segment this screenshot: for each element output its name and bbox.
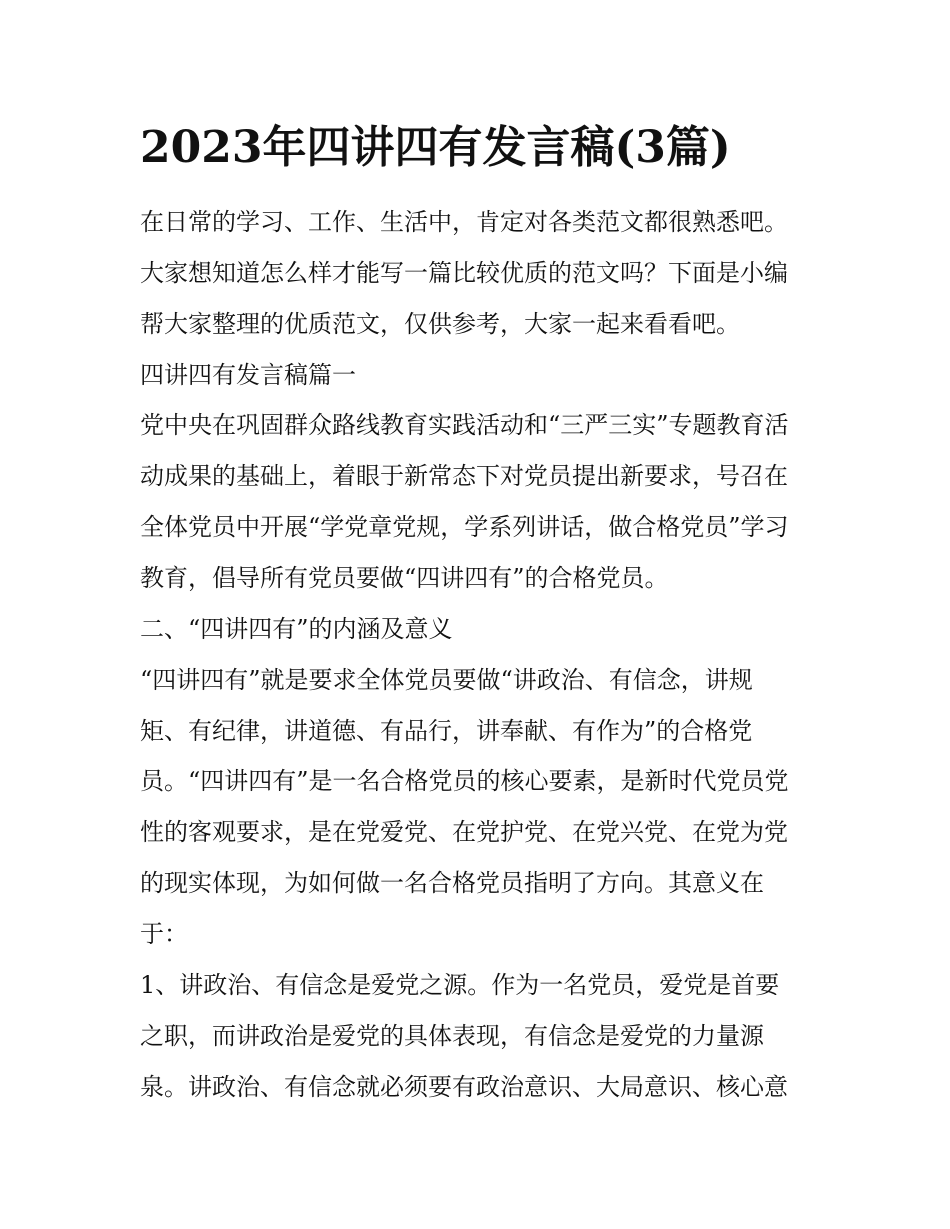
paragraph-line: “四讲四有”就是要求全体党员要做“讲政治、有信念，讲规 bbox=[140, 666, 753, 694]
paragraph-line: 教育，倡导所有党员要做“四讲四有”的合格党员。 bbox=[140, 564, 669, 592]
paragraph-line: 员。“四讲四有”是一名合格党员的核心要素，是新时代党员党 bbox=[140, 767, 789, 795]
paragraph-line: 的现实体现，为如何做一名合格党员指明了方向。其意义在 bbox=[140, 869, 764, 897]
section-heading: 四讲四有发言稿篇一 bbox=[140, 361, 356, 389]
paragraph-line: 大家想知道怎么样才能写一篇比较优质的范文吗？下面是小编 bbox=[140, 259, 788, 287]
paragraph-line: 1、讲政治、有信念是爱党之源。作为一名党员，爱党是首要 bbox=[140, 971, 780, 999]
paragraph-line: 性的客观要求，是在党爱党、在党护党、在党兴党、在党为党 bbox=[140, 818, 788, 846]
document-title: 2023年四讲四有发言稿(3篇) bbox=[140, 122, 731, 173]
paragraph-line: 党中央在巩固群众路线教育实践活动和“三严三实”专题教育活 bbox=[140, 411, 789, 439]
paragraph-line: 全体党员中开展“学党章党规，学系列讲话，做合格党员”学习 bbox=[140, 513, 789, 541]
paragraph-line: 之职，而讲政治是爱党的具体表现，有信念是爱党的力量源 bbox=[140, 1022, 764, 1050]
paragraph-line: 动成果的基础上，着眼于新常态下对党员提出新要求，号召在 bbox=[140, 462, 788, 490]
section-heading: 二、“四讲四有”的内涵及意义 bbox=[140, 615, 453, 643]
paragraph-line: 于： bbox=[140, 920, 188, 948]
paragraph-line: 泉。讲政治、有信念就必须要有政治意识、大局意识、核心意 bbox=[140, 1073, 788, 1101]
paragraph-line: 帮大家整理的优质范文，仅供参考，大家一起来看看吧。 bbox=[140, 310, 740, 338]
paragraph-line: 矩、有纪律，讲道德、有品行，讲奉献、有作为”的合格党 bbox=[140, 717, 753, 745]
paragraph-line: 在日常的学习、工作、生活中，肯定对各类范文都很熟悉吧。 bbox=[140, 208, 788, 236]
